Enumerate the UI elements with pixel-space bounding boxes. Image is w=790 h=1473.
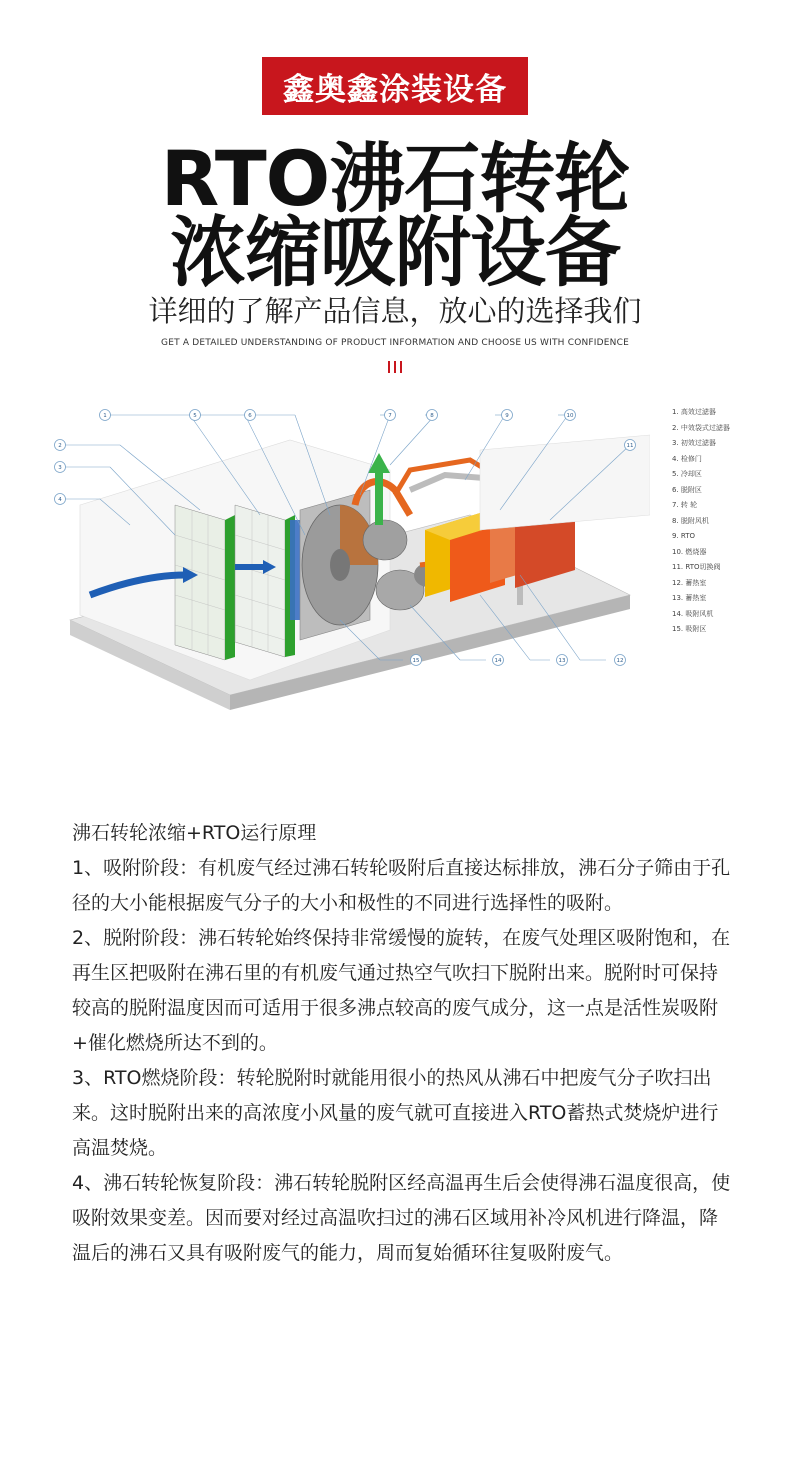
legend-item: 7. 转 轮 [672, 501, 698, 509]
divider-bars-icon [386, 361, 404, 373]
callout-1: 1 [103, 413, 107, 419]
callout-7: 7 [388, 413, 392, 419]
callout-11: 11 [626, 443, 634, 449]
legend-item: 10. 燃烧器 [672, 547, 707, 556]
principle-heading: 沸石转轮浓缩+RTO运行原理 [72, 822, 317, 844]
callout-13: 13 [558, 658, 566, 664]
subtitle-english: GET A DETAILED UNDERSTANDING OF PRODUCT INFORMATION AND CHOOSE US WITH CONFIDENCE [161, 338, 629, 348]
legend-item: 5. 冷却区 [672, 470, 702, 478]
page-title-line2: 浓缩吸附设备 [170, 208, 620, 297]
principle-step-3: 3、RTO燃烧阶段：转轮脱附时就能用很小的热风从沸石中把废气分子吹扫出来。这时脱附出来的高浓度小风量的废气就可直接进入RTO蓄热式焚烧炉进行高温焚烧。 [72, 1067, 719, 1159]
principle-step-4: 4、沸石转轮恢复阶段：沸石转轮脱附区经高温再生后会使得沸石温度很高，使吸附效果变差。因而要对经过高温吹扫过的沸石区域用补冷风机进行降温，降温后的沸石又具有吸附废气的能力，周而复始循环往复吸附废气。 [72, 1172, 731, 1264]
callout-10: 10 [566, 413, 574, 419]
legend-item: 11. RTO切换阀 [672, 563, 721, 571]
callout-6: 6 [248, 413, 252, 419]
callout-2: 2 [58, 443, 62, 449]
principle-step-1: 1、吸附阶段：有机废气经过沸石转轮吸附后直接达标排放，沸石分子筛由于孔径的大小能根据废气分子的大小和极性的不同进行选择性的吸附。 [72, 857, 731, 914]
subtitle: 详细的了解产品信息，放心的选择我们 [148, 294, 642, 328]
callout-3: 3 [58, 465, 62, 471]
filter-panels [175, 505, 295, 660]
equipment-diagram [50, 395, 650, 725]
principle-step-2: 2、脱附阶段：沸石转轮始终保持非常缓慢的旋转，在废气处理区吸附饱和，在再生区把吸附在沸石里的有机废气通过热空气吹扫下脱附出来。脱附时可保持较高的脱附温度因而可适用于很多沸点较高的废气成分，这一点是活性炭吸附+催化燃烧所达不到的。 [72, 927, 731, 1054]
legend-item: 3. 初效过滤器 [672, 439, 716, 447]
legend-item: 8. 脱附风机 [672, 516, 709, 525]
legend-item: 12. 蓄热室 [672, 578, 707, 587]
legend-item: 1. 高效过滤器 [672, 408, 716, 416]
legend-item: 6. 脱附区 [672, 485, 702, 494]
callout-14: 14 [494, 658, 502, 664]
legend-item: 9. RTO [672, 532, 696, 540]
callout-9: 9 [505, 413, 509, 419]
legend-item: 14. 吸附风机 [672, 609, 714, 618]
legend-item: 15. 吸附区 [672, 625, 707, 633]
legend-item: 13. 蓄热室 [672, 594, 707, 602]
legend-item: 4. 检修门 [672, 454, 702, 463]
callout-12: 12 [616, 658, 624, 664]
callout-4: 4 [58, 497, 62, 503]
brand-banner: 鑫奥鑫涂装设备 [262, 57, 528, 115]
legend-item: 2. 中效袋式过滤器 [672, 423, 730, 432]
callout-8: 8 [430, 413, 434, 419]
diagram-legend [672, 405, 730, 638]
principle-section [72, 816, 732, 1271]
callout-5: 5 [193, 413, 197, 419]
page-title-line1: RTO沸石转轮 [160, 134, 630, 223]
callout-15: 15 [412, 658, 420, 664]
